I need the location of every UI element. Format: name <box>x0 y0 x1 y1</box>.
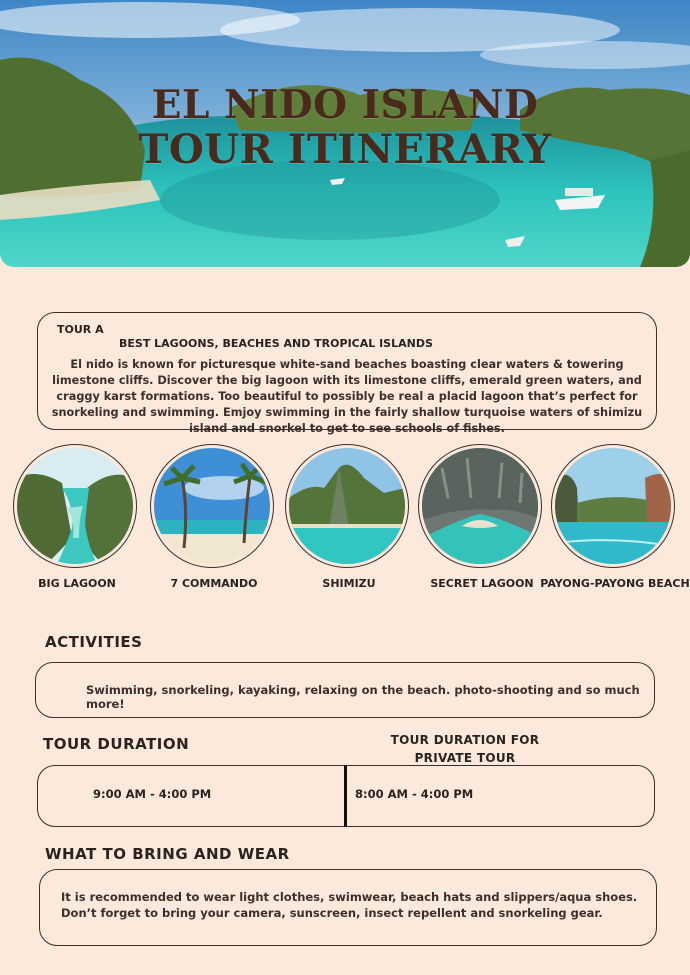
spot-big-lagoon <box>13 444 141 590</box>
spot-payong-payong-beach <box>540 444 690 590</box>
activities-card <box>35 662 655 718</box>
tour-subtitle: BEST LAGOONS, BEACHES AND TROPICAL ISLANDS <box>119 337 433 350</box>
7-commando-photo <box>154 448 270 564</box>
regular-duration-value: 9:00 AM - 4:00 PM <box>93 787 212 801</box>
what-to-bring-heading: WHAT TO BRING AND WEAR <box>45 845 290 863</box>
spot-label-7-commando: 7 COMMANDO <box>170 577 258 590</box>
tour-card <box>37 312 657 435</box>
spot-secret-lagoon <box>418 444 546 590</box>
shimizu-photo <box>289 448 405 564</box>
private-duration-value: 8:00 AM - 4:00 PM <box>355 787 474 801</box>
activities-text: Swimming, snorkeling, kayaking, relaxing on the beach. photo-shooting and so much more! <box>86 683 640 711</box>
spot-shimizu <box>285 444 413 590</box>
secret-lagoon-photo <box>422 448 538 564</box>
tour-label: TOUR A <box>57 323 104 336</box>
big-lagoon-photo <box>17 448 133 564</box>
hero-banner <box>0 0 690 267</box>
what-to-bring-card <box>39 869 657 946</box>
private-tour-duration-heading: TOUR DURATION FOR PRIVATE TOUR <box>390 733 540 765</box>
what-to-bring-text: It is recommended to wear light clothes, swimwear, beach hats and slippers/aqua shoes. Don’t forget to bring your camera, sunscreen, insect repellent and snorkeling gear. <box>61 890 638 920</box>
tour-description: El nido is known for picturesque white-sand beaches boasting clear waters & towering limestone cliffs. Discover the big lagoon with its limestone cliffs, emerald green waters, and craggy karst formations. Too beautiful to possibly be real a placid lagoon that’s perfect for snorkeling and swimming. Emjoy swimming in the fairly shallow turquoise waters of shimizu island and snorkel to get to see schools of fishes. <box>51 358 643 435</box>
spot-label-payong-payong-beach: PAYONG-PAYONG BEACH <box>540 577 690 590</box>
spot-label-big-lagoon: BIG LAGOON <box>38 577 116 590</box>
tour-duration-heading: TOUR DURATION <box>43 735 190 753</box>
hero-title-line1: EL NIDO ISLAND <box>151 82 539 128</box>
duration-card <box>37 765 655 827</box>
payong-payong-beach-photo <box>555 448 671 564</box>
duration-divider <box>344 765 347 827</box>
hero-title-line2: TOUR ITINERARY <box>138 126 552 173</box>
activities-heading: ACTIVITIES <box>45 633 143 651</box>
spot-label-shimizu: SHIMIZU <box>322 577 376 590</box>
spot-7-commando <box>150 444 278 590</box>
spot-label-secret-lagoon: SECRET LAGOON <box>430 577 534 590</box>
